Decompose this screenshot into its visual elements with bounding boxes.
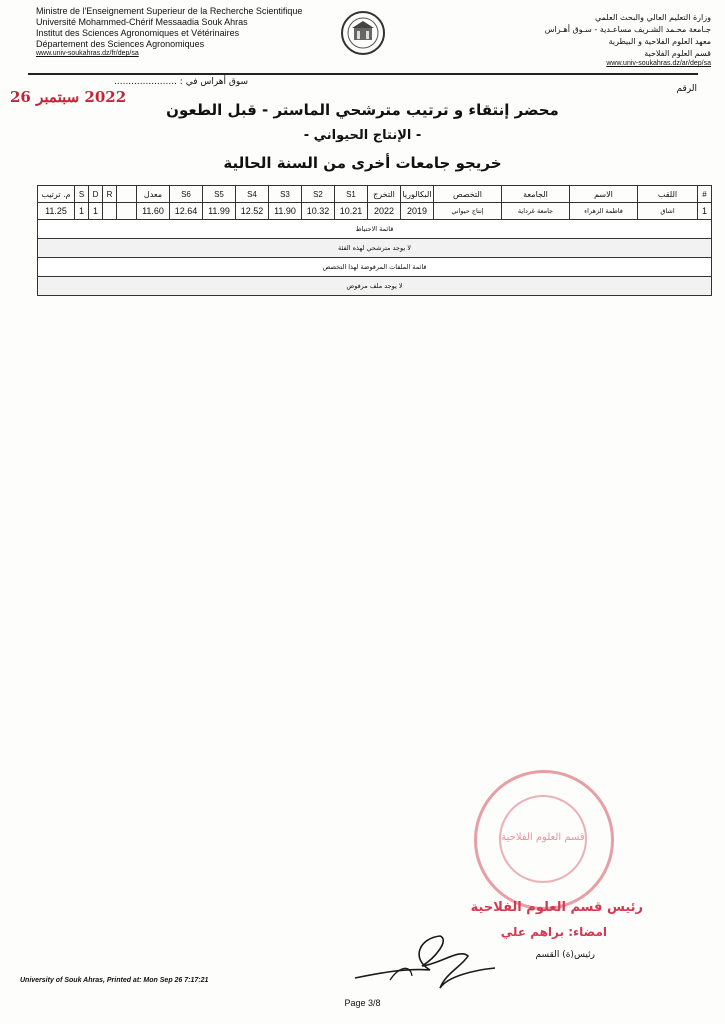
- cell-s4: 12.52: [236, 203, 269, 220]
- header-ar-url[interactable]: www.univ-soukahras.dz/ar/dep/sa: [606, 60, 711, 67]
- place-date-label: سوق أهراس في : ......................: [114, 77, 249, 87]
- header-ar-line: معهد العلوم الفلاحية و البيطرية: [608, 37, 711, 46]
- cell-name: فاطمة الزهراء: [570, 203, 638, 220]
- cell-r: [103, 203, 117, 220]
- cell-s6: 12.64: [170, 203, 203, 220]
- col-s6: S6: [170, 186, 203, 203]
- head-title: رئيس قسم العلوم الفلاحية: [470, 900, 643, 915]
- header-ar-line: جـامعة محـمد الشـريف مساعـدية - سـوق أهـراس: [544, 25, 711, 34]
- cell-rank: 11.25: [38, 203, 75, 220]
- subtitle: خريجو جامعات أخرى من السنة الحالية: [223, 154, 502, 172]
- section-row: [38, 239, 712, 258]
- header-ar-line: قسم العلوم الفلاحية: [644, 49, 711, 58]
- col-s: S: [75, 186, 89, 203]
- col-rank: م. ترتيب: [38, 186, 75, 203]
- col-name: الاسم: [570, 186, 638, 203]
- col-s1: S1: [335, 186, 368, 203]
- col-s2: S2: [302, 186, 335, 203]
- handwritten-date: 2022 سبتمبر 26: [10, 88, 127, 106]
- section-row: [38, 258, 712, 277]
- header-ar-line: وزارة التعليم العالي والبحث العلمي: [595, 13, 711, 22]
- signed-by: امضاء: براهم علي: [500, 925, 607, 939]
- cell-s1: 10.21: [335, 203, 368, 220]
- cell-university: جامعة غرداية: [502, 203, 570, 220]
- section-reserve-list: قائمة الاحتياط: [38, 220, 712, 239]
- col-graduation: التخرج: [368, 186, 401, 203]
- col-r: R: [103, 186, 117, 203]
- header-fr-line: Université Mohammed-Chérif Messaadia Souk Ahras: [36, 17, 248, 27]
- cell-s3: 11.90: [269, 203, 302, 220]
- cell-s: 1: [75, 203, 89, 220]
- col-d: D: [89, 186, 103, 203]
- university-logo-icon: [340, 10, 386, 56]
- section-no-rejected: لا يوجد ملف مرفوض: [38, 277, 712, 296]
- head-role: رئيس(ة) القسم: [535, 950, 595, 960]
- section-row: [38, 277, 712, 296]
- header-divider: [28, 73, 698, 75]
- cell-number: 1: [698, 203, 712, 220]
- col-s5: S5: [203, 186, 236, 203]
- section-row: [38, 220, 712, 239]
- col-s4: S4: [236, 186, 269, 203]
- cell-graduation: 2022: [368, 203, 401, 220]
- table-row: [38, 203, 712, 220]
- cell-s5: 11.99: [203, 203, 236, 220]
- candidates-table: [37, 185, 712, 296]
- department-stamp-icon: [474, 770, 614, 910]
- col-specialty: التخصص: [434, 186, 502, 203]
- page-number: Page 3/8: [344, 998, 381, 1008]
- header-fr-line: Institut des Sciences Agronomiques et Vétérinaires: [36, 28, 240, 38]
- header-fr: [36, 6, 302, 57]
- cell-specialty: إنتاج حيواني: [434, 203, 502, 220]
- specialty-title: - الإنتاج الحيواني -: [303, 128, 422, 143]
- header-fr-url[interactable]: www.univ-soukahras.dz/fr/dep/sa: [36, 50, 139, 57]
- header-fr-line: Ministre de l'Enseignement Superieur de la Recherche Scientifique: [36, 6, 303, 16]
- col-university: الجامعة: [502, 186, 570, 203]
- printed-at: University of Souk Ahras, Printed at: Mon Sep 26 7:17:21: [20, 977, 209, 984]
- cell-avg: 11.60: [137, 203, 170, 220]
- cell-surname: اشاق: [638, 203, 698, 220]
- section-no-candidates: لا يوجد مترشحي لهذه الفئة: [38, 239, 712, 258]
- section-rejected-list: قائمة الملفات المرفوضة لهذا التخصص: [38, 258, 712, 277]
- col-number: #: [698, 186, 712, 203]
- reference-label: الرقم: [676, 84, 697, 94]
- col-surname: اللقب: [638, 186, 698, 203]
- header-ar: [545, 12, 711, 67]
- stamp-text: قسم العلوم الفلاحية: [501, 832, 585, 843]
- signature-icon: [350, 918, 500, 998]
- col-s3: S3: [269, 186, 302, 203]
- page-title: محضر إنتقاء و ترتيب مترشحي الماستر - قبل الطعون: [166, 101, 559, 119]
- table-header-row: [38, 186, 712, 203]
- cell-s2: 10.32: [302, 203, 335, 220]
- header-fr-line: Département des Sciences Agronomiques: [36, 39, 205, 49]
- col-bac: البكالوريا: [401, 186, 434, 203]
- cell-d: 1: [89, 203, 103, 220]
- cell-blank: [117, 203, 137, 220]
- col-avg: معدل: [137, 186, 170, 203]
- col-blank: [117, 186, 137, 203]
- cell-bac: 2019: [401, 203, 434, 220]
- stamp-inner-ring: [499, 795, 587, 883]
